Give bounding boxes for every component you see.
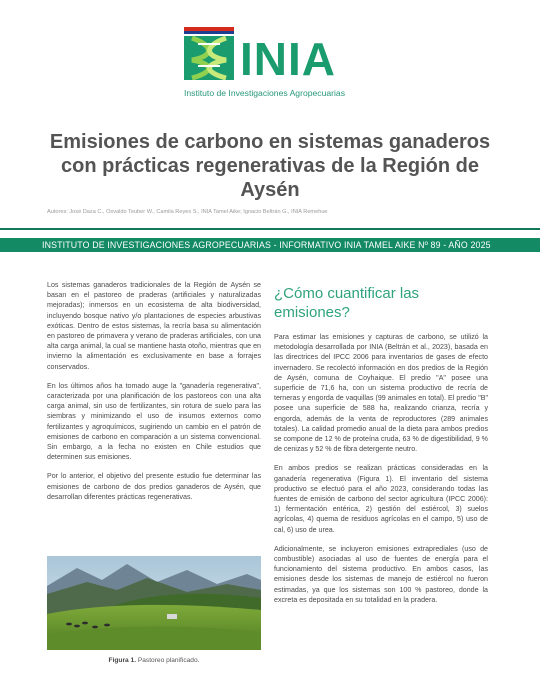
publication-band xyxy=(0,238,540,252)
logo-wordmark: INIA xyxy=(240,33,336,85)
flag-blue-stripe xyxy=(184,31,234,34)
right-column xyxy=(274,332,488,614)
left-column xyxy=(47,280,261,511)
right-paragraph: Adicionalmente, se incluyeron emisiones extraprediales (uso de combustible) asociadas al uso de fuentes de energía para el funcionamiento del sistema productivo. En ambos casos, las emisiones desde los sistemas de manejo de estiércol no fueron estimadas, ya que los sistemas son 100 % pastoreo, donde la excreta es depositada en su totalidad en la pradera. xyxy=(274,544,488,604)
pasture-landscape-image xyxy=(47,556,261,650)
left-paragraph: Los sistemas ganaderos tradicionales de la Región de Aysén se basan en el pastoreo de praderas (artificiales y naturalizadas mejoradas); inmersos en un ecosistema de alta biodiversidad, incluyendo bosque nativo y/o plantaciones de especies arbustivas exóticas. Dentro de estos sistemas, la recría basa su alimentación en pastoreo de primavera y verano de praderas artificiales, con una alta carga animal, la cual se mantiene hasta otoño, mientras que en invierno la alimentación es exclusivamente en base a forrajes conservados. xyxy=(47,281,261,371)
figure-photo xyxy=(47,556,261,650)
figure-label: Figura 1. xyxy=(108,657,137,664)
document-title: Emisiones de carbono en sistemas ganaderos con prácticas regenerativas de la Región de Aysén xyxy=(49,131,491,201)
left-paragraph: En los últimos años ha tomado auge la "ganadería regenerativa", caracterizada por una planificación de los pastoreos con una alta carga animal, sin uso de fertilizantes, sin rotura de suelo para las siembras y minimizando el uso de insumos externos como fertilizantes y agroquímicos, sugiriendo un cambio en el patrón de emisiones de carbono en comparación a un sistema convencional. Sin embargo, a la fecha no existen en Chile estudios que determinen sus emisiones. xyxy=(47,381,261,462)
authors-line: Autores: José Daza C., Osvaldo Teuber W., Camila Reyes S., INIA Tamel Aike; Ignacio Beltrán G., INIA Remehue xyxy=(47,209,328,215)
figure-caption xyxy=(47,657,261,664)
inia-dna-icon xyxy=(184,36,234,80)
inia-logo xyxy=(180,27,360,107)
section-heading: ¿Cómo cuantificar las emisiones? xyxy=(274,285,420,321)
logo-subtitle: Instituto de Investigaciones Agropecuarias xyxy=(184,88,345,98)
right-paragraph: Para estimar las emisiones y capturas de carbono, se utilizó la metodología desarrollada por INIA (Beltrán et al., 2023), basada en las directrices del IPCC 2006 para inventarios de gases de efecto invernadero. Se recolectó información en dos predios de la Región de Aysén, comuna de Coyhaique. El predio "A" posee una superficie de 71,6 ha, con un sistema productivo de recría de terneras y engorda de vaquillas (99 animales en total). El predio "B" posee una superficie de 588 ha, realizando crianza, recría y engorda, además de la venta de reproductores (289 animales totales). La calidad promedio anual de la dieta para ambos predios se compone de 12 % de proteína cruda, 63 % de digestibilidad, 9 % de cenizas y 52 % de fibra detergente neutro. xyxy=(274,333,488,454)
band-top-rule xyxy=(0,228,540,230)
band-text: INSTITUTO DE INVESTIGACIONES AGROPECUARIAS - INFORMATIVO INIA TAMEL AIKE Nº 89 - AÑO 2025 xyxy=(42,240,491,250)
figure-caption-text: Pastoreo planificado. xyxy=(136,657,200,664)
left-paragraph: Por lo anterior, el objetivo del presente estudio fue determinar las emisiones de carbono de dos predios ganaderos de Aysén, que desarrollan diferentes prácticas regenerativas. xyxy=(47,472,261,501)
right-paragraph: En ambos predios se realizan prácticas consideradas en la ganadería regenerativa (Figura 1). El inventario del sistema productivo se efectuó para el año 2023, considerando todas las fuentes de emisión de carbono del sector agricultura (IPCC 2006): 1) fermentación entérica, 2) gestión del estiércol, 3) suelos agrícolas, 4) quema de residuos agrícolas en el campo, 5) uso de cal, 6) uso de urea. xyxy=(274,464,488,534)
